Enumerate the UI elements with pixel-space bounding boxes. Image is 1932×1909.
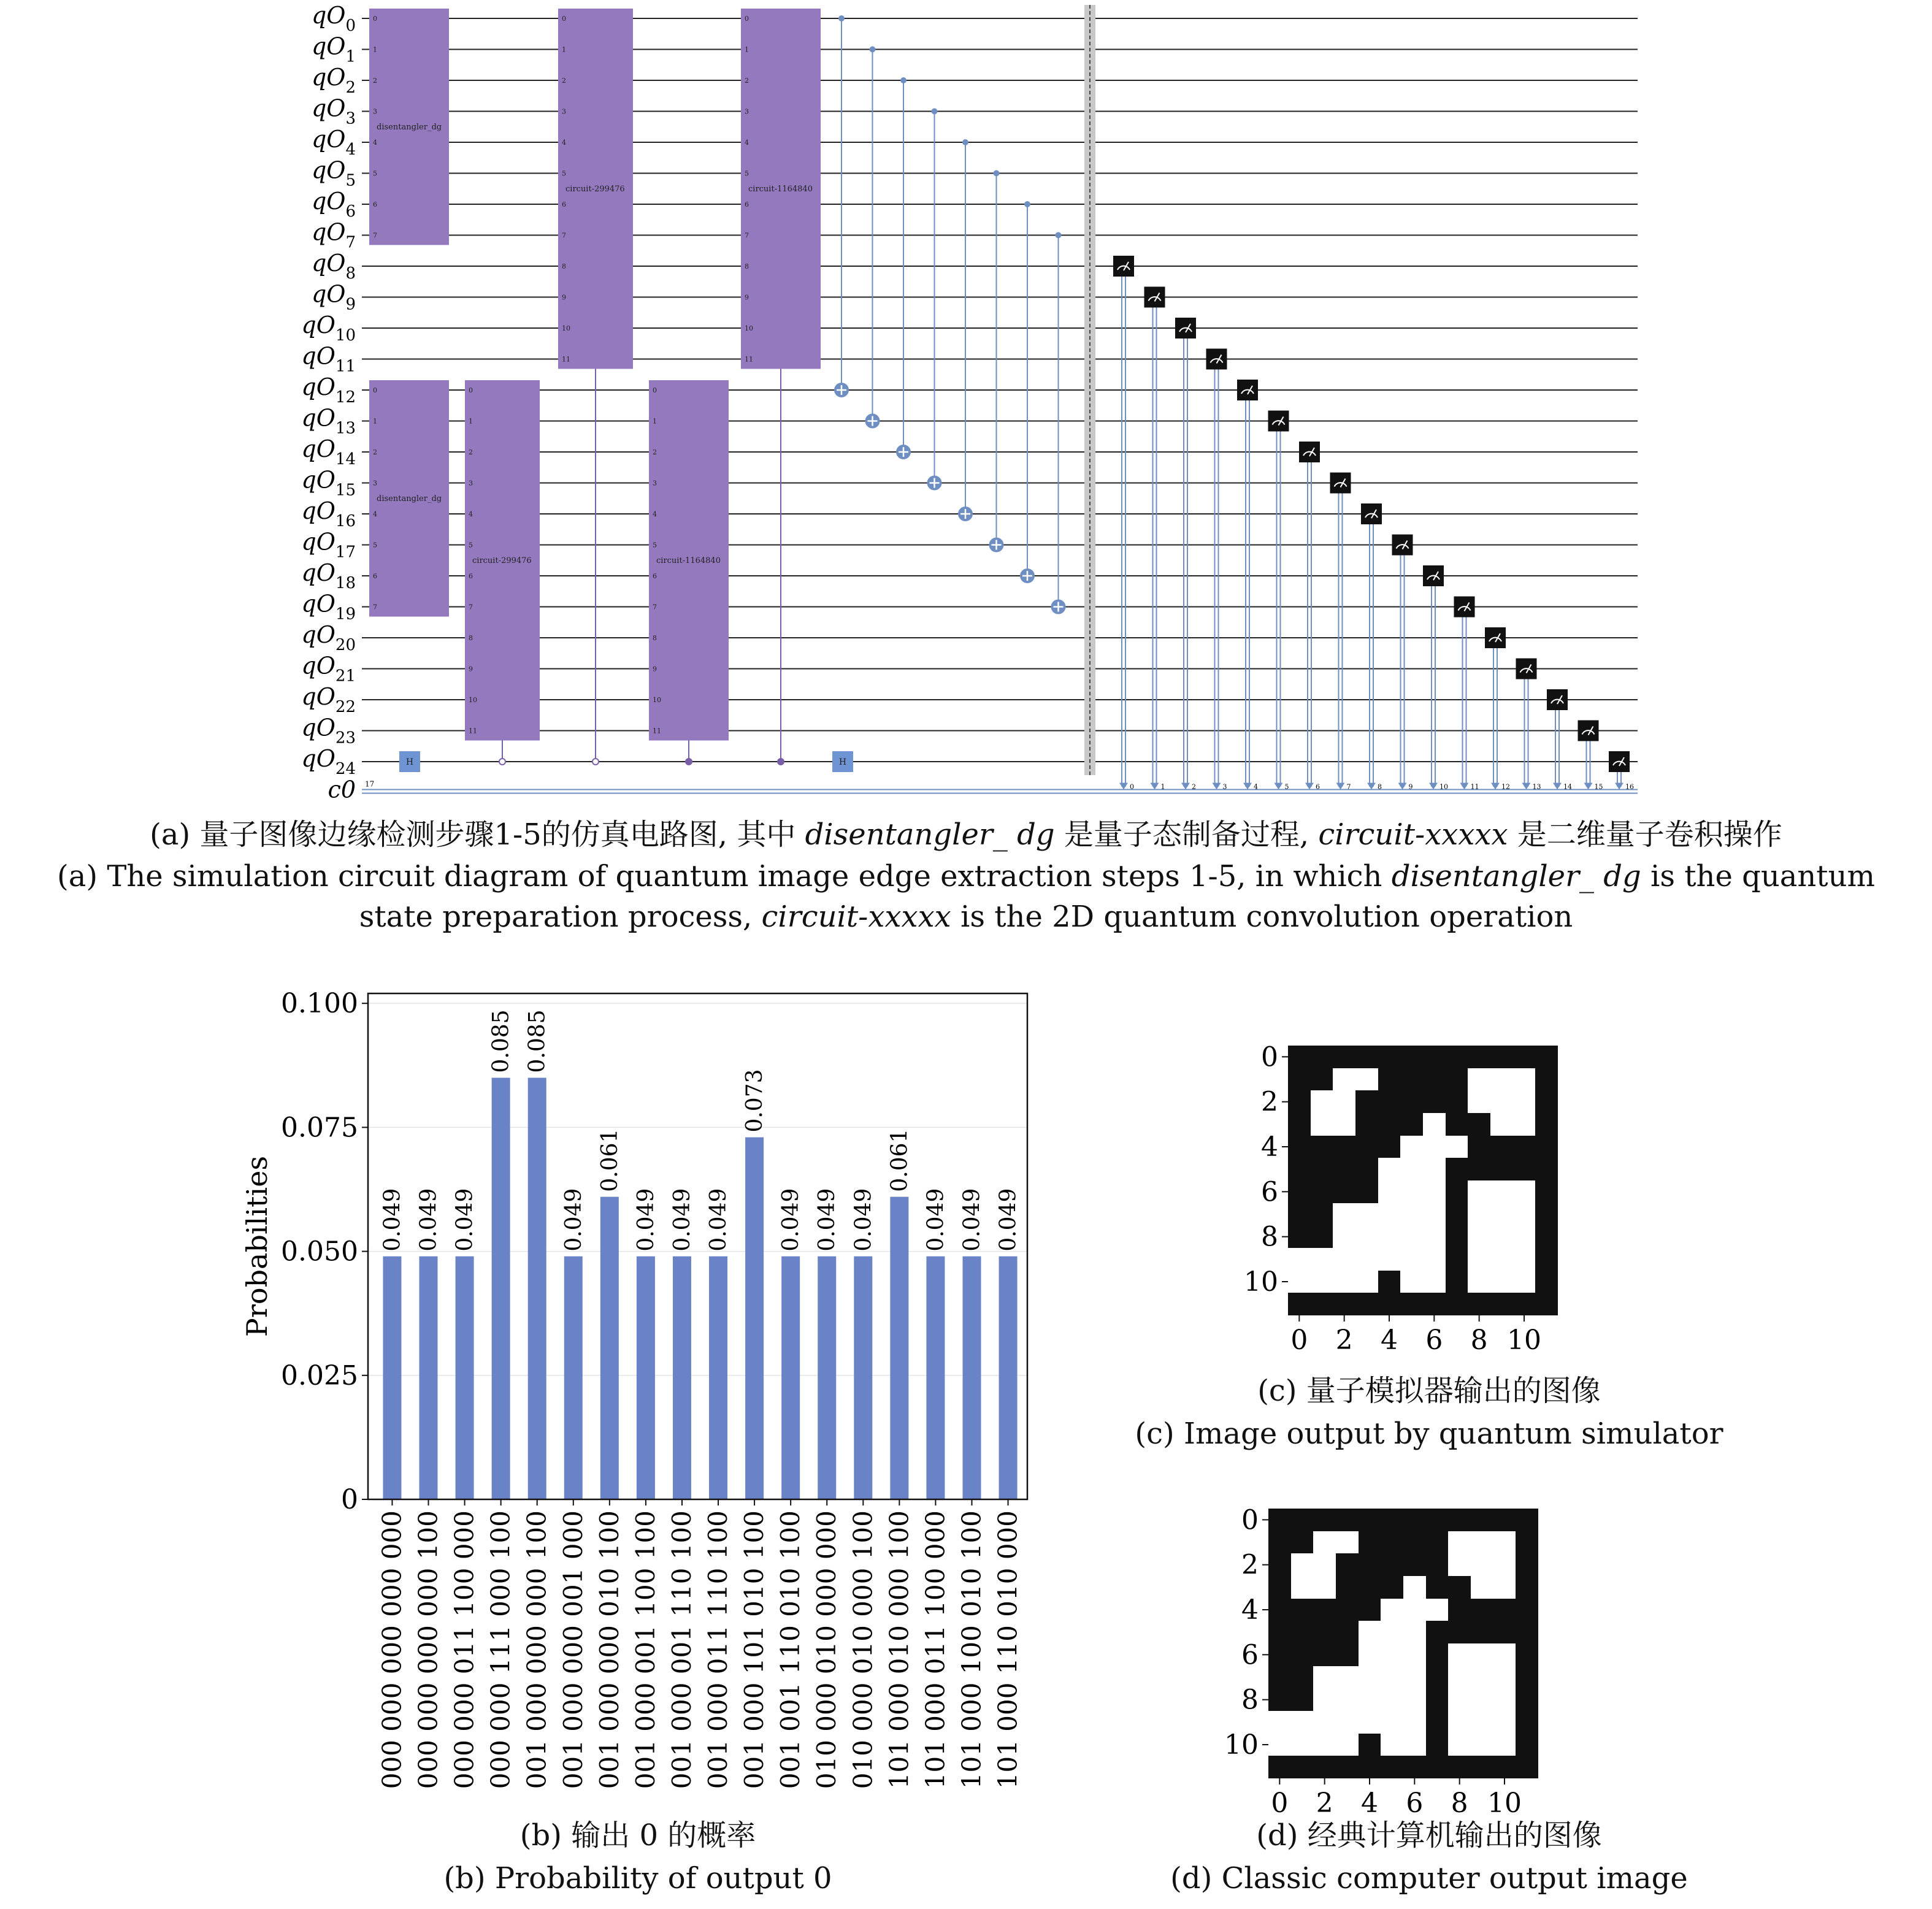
gate-port-index: 4 (469, 510, 473, 518)
caption-a-en: (a) The simulation circuit diagram of quantum image edge extraction steps 1-5, in which disentangler_ dg is the quantum state preparation process, circuit-xxxxx is the 2D quantum convolution operation (57, 859, 1875, 934)
bar (637, 1257, 655, 1499)
qubit-label: $qO_3$ (311, 94, 356, 128)
gate-port-index: 5 (373, 169, 377, 178)
gate-port-index: 9 (653, 665, 657, 673)
caption-c-en: (c) Image output by quantum simulator (1135, 1417, 1723, 1451)
classical-width: 17 (365, 779, 375, 789)
gate-port-index: 0 (653, 386, 657, 394)
gate-port-index: 11 (745, 355, 753, 364)
measure-arrow (1213, 783, 1221, 790)
x-tick-label: 101 000 110 010 000 (992, 1510, 1023, 1789)
gate-port-index: 2 (562, 77, 566, 85)
h-gate-label: H (838, 757, 847, 767)
measure-bit-index: 2 (1192, 782, 1196, 791)
bar (420, 1257, 438, 1499)
measure-bit-index: 9 (1408, 782, 1413, 791)
y-tick-label: 0 (341, 1484, 358, 1515)
gate-port-index: 4 (373, 510, 377, 518)
gate-port-index: 0 (745, 15, 749, 23)
cnot-control-dot (1056, 232, 1062, 239)
x-tick-label: 101 000 010 000 100 (884, 1510, 914, 1789)
gate-port-index: 2 (469, 448, 473, 456)
control-dot (499, 759, 505, 765)
qubit-label: $qO_{16}$ (301, 497, 356, 530)
x-tick-label: 0 (1290, 1325, 1308, 1356)
caption-b-zh: (b) 输出 0 的概率 (519, 1818, 756, 1853)
circuit-diagram (0, 0, 1932, 803)
measure-arrow (1584, 783, 1593, 790)
gate-port-index: 6 (562, 201, 566, 208)
gate-port-index: 3 (562, 107, 566, 116)
qubit-label: $qO_9$ (311, 280, 356, 314)
bar-value-label: 0.049 (923, 1188, 949, 1252)
qubit-label: $qO_{12}$ (301, 373, 356, 407)
measure-arrow (1398, 783, 1407, 790)
bar (456, 1257, 474, 1499)
gate-label: circuit-1164840 (748, 184, 813, 194)
x-tick-label: 001 000 001 110 100 (666, 1510, 697, 1789)
gate-label: disentangler_dg (377, 122, 442, 132)
gate-port-index: 2 (373, 77, 377, 85)
measure-arrow (1275, 783, 1283, 790)
bar-value-label: 0.049 (669, 1188, 695, 1252)
y-tick-label: 0.025 (281, 1360, 358, 1391)
gate-port-index: 8 (469, 634, 473, 642)
bar-value-label: 0.049 (416, 1188, 442, 1252)
caption-c-zh: (c) 量子模拟器输出的图像 (1257, 1374, 1601, 1408)
gate-port-index: 2 (653, 448, 657, 456)
x-tick-label: 001 000 001 100 100 (630, 1510, 661, 1789)
measure-arrow (1460, 783, 1469, 790)
bar-value-label: 0.061 (887, 1128, 913, 1192)
classic-image-axes (1201, 1481, 1581, 1849)
qubit-label: $qO_5$ (311, 156, 356, 190)
qubit-label: $qO_{10}$ (301, 312, 356, 345)
measure-arrow (1243, 783, 1252, 790)
bar (818, 1257, 836, 1499)
gate-port-index: 9 (562, 293, 566, 302)
gate-port-index: 4 (745, 139, 749, 147)
y-tick-label: 6 (1241, 1639, 1259, 1671)
measure-arrow (1336, 783, 1345, 790)
x-tick-label: 6 (1406, 1788, 1424, 1819)
x-tick-label: 2 (1335, 1325, 1353, 1356)
gate-port-index: 11 (653, 727, 661, 735)
x-tick-label: 000 000 000 000 000 (377, 1510, 407, 1789)
gate-port-index: 8 (653, 634, 657, 642)
y-tick-label: 4 (1241, 1594, 1259, 1626)
gate-port-index: 7 (562, 231, 566, 240)
x-tick-label: 0 (1271, 1788, 1289, 1819)
cnot-control-dot (900, 77, 907, 83)
qubit-label: $qO_2$ (311, 64, 356, 97)
bar-value-label: 0.085 (488, 1009, 514, 1073)
y-tick-label: 10 (1224, 1729, 1259, 1761)
gate-port-index: 4 (373, 139, 377, 147)
x-tick-label: 10 (1507, 1325, 1541, 1356)
measure-bit-index: 14 (1563, 782, 1572, 791)
x-tick-label: 000 000 111 000 100 (485, 1510, 516, 1789)
measure-arrow (1491, 783, 1500, 790)
gate-port-index: 9 (469, 665, 473, 673)
gate-port-index: 7 (469, 603, 473, 611)
caption-d-en: (d) Classic computer output image (1170, 1861, 1688, 1896)
y-axis-label: Probabilities (240, 1155, 274, 1337)
bar (492, 1078, 510, 1500)
y-tick-label: 2 (1241, 1549, 1259, 1581)
gate-label: disentangler_dg (377, 494, 442, 503)
bar-value-label: 0.049 (995, 1188, 1021, 1252)
measure-bit-index: 15 (1594, 782, 1603, 791)
x-tick-label: 101 000 100 010 100 (956, 1510, 987, 1789)
measure-arrow (1522, 783, 1531, 790)
x-tick-label: 4 (1381, 1325, 1398, 1356)
x-tick-label: 8 (1451, 1788, 1468, 1819)
y-tick-label: 0.100 (281, 988, 358, 1020)
cnot-control-dot (1024, 201, 1030, 207)
gate-port-index: 8 (562, 262, 566, 270)
gate-port-index: 10 (469, 696, 477, 704)
qubit-label: $qO_{20}$ (301, 621, 356, 654)
bar (745, 1138, 764, 1499)
gate-port-index: 7 (653, 603, 657, 611)
x-tick-label: 010 000 010 000 100 (848, 1510, 878, 1789)
gate-port-index: 10 (562, 324, 570, 332)
x-tick-label: 000 000 011 100 000 (449, 1510, 480, 1789)
gate-port-index: 6 (469, 572, 473, 580)
gate-port-index: 5 (562, 169, 566, 178)
y-tick-label: 0 (1261, 1041, 1278, 1073)
gate-port-index: 1 (653, 417, 657, 426)
classical-label: c0 (328, 776, 356, 803)
x-tick-label: 001 001 110 010 100 (775, 1510, 806, 1789)
cnot-control-dot (932, 109, 938, 115)
qubit-label: $qO_{18}$ (301, 559, 356, 592)
gate-port-index: 0 (562, 15, 566, 23)
bar (781, 1257, 800, 1499)
gate-port-index: 0 (469, 386, 473, 394)
bar-value-label: 0.073 (742, 1069, 768, 1133)
qubit-label: $qO_1$ (311, 33, 356, 66)
x-tick-label: 010 000 010 000 000 (811, 1510, 842, 1789)
bar (383, 1257, 401, 1499)
gate-port-index: 7 (373, 603, 377, 611)
qubit-label: $qO_{22}$ (301, 683, 356, 716)
bar-value-label: 0.049 (959, 1188, 985, 1252)
qubit-label: $qO_4$ (311, 126, 356, 159)
x-tick-label: 000 000 000 000 100 (413, 1510, 443, 1789)
gate-port-index: 5 (373, 541, 377, 549)
bar-value-label: 0.049 (561, 1188, 586, 1252)
qubit-label: $qO_7$ (311, 218, 356, 252)
gate-port-index: 0 (373, 386, 377, 394)
caption-a-zh: (a) 量子图像边缘检测步骤1-5的仿真电路图, 其中 disentangler_ dg 是量子态制备过程, circuit-xxxxx 是二维量子卷积操作 (150, 817, 1782, 852)
gate-port-index: 10 (745, 324, 753, 332)
x-tick-label: 4 (1361, 1788, 1378, 1819)
qubit-label: $qO_{11}$ (301, 342, 356, 376)
gate-port-index: 11 (562, 355, 570, 364)
qubit-label: $qO_{24}$ (301, 745, 356, 778)
measure-bit-index: 7 (1346, 782, 1351, 791)
bar (709, 1257, 727, 1499)
measure-bit-index: 11 (1470, 782, 1479, 791)
qubit-label: $qO_{23}$ (301, 714, 356, 748)
gate-label: circuit-299476 (565, 184, 625, 194)
bar-value-label: 0.049 (633, 1188, 659, 1252)
bar (673, 1257, 691, 1499)
bar (600, 1197, 619, 1499)
x-tick-label: 001 000 000 000 100 (521, 1510, 552, 1789)
bar-value-label: 0.049 (452, 1188, 478, 1252)
x-tick-label: 101 000 011 100 000 (920, 1510, 951, 1789)
measure-arrow (1181, 783, 1190, 790)
x-tick-label: 001 000 011 110 100 (703, 1510, 734, 1789)
gate-port-index: 6 (373, 572, 377, 580)
gate-port-index: 3 (653, 479, 657, 488)
gate-port-index: 7 (373, 231, 377, 240)
y-tick-label: 2 (1261, 1086, 1278, 1118)
x-tick-label: 001 000 000 001 000 (558, 1510, 588, 1789)
gate-port-index: 5 (653, 541, 657, 549)
bar-value-label: 0.049 (778, 1188, 804, 1252)
measure-bit-index: 16 (1625, 782, 1634, 791)
gate-port-index: 1 (373, 417, 377, 426)
y-tick-label: 8 (1241, 1684, 1259, 1716)
bar (962, 1257, 981, 1499)
qubit-label: $qO_8$ (311, 250, 356, 283)
x-tick-label: 10 (1487, 1788, 1522, 1819)
cnot-control-dot (994, 170, 1000, 177)
bar (528, 1078, 546, 1500)
simulator-image-axes (1221, 1018, 1601, 1386)
bar-value-label: 0.049 (815, 1188, 840, 1252)
gate-port-index: 3 (469, 479, 473, 488)
gate-port-index: 6 (653, 572, 657, 580)
measure-bit-index: 6 (1316, 782, 1320, 791)
y-tick-label: 4 (1261, 1131, 1278, 1163)
gate-port-index: 1 (745, 45, 749, 54)
qubit-label: $qO_0$ (311, 2, 356, 35)
barrier (1084, 5, 1095, 775)
bar (854, 1257, 872, 1499)
x-tick-label: 001 000 101 010 100 (739, 1510, 770, 1789)
gate-port-index: 1 (562, 45, 566, 54)
x-tick-label: 2 (1316, 1788, 1333, 1819)
measure-bit-index: 8 (1378, 782, 1382, 791)
measure-arrow (1305, 783, 1314, 790)
bar-value-label: 0.085 (524, 1009, 550, 1073)
y-tick-label: 6 (1261, 1176, 1278, 1208)
gate-port-index: 4 (562, 139, 566, 147)
gate-port-index: 3 (373, 479, 377, 488)
x-tick-label: 8 (1470, 1325, 1488, 1356)
gate-port-index: 9 (745, 293, 749, 302)
measure-bit-index: 5 (1284, 782, 1289, 791)
gate-port-index: 5 (745, 169, 749, 178)
cnot-control-dot (838, 15, 845, 21)
gate-label: circuit-299476 (472, 556, 532, 565)
gate-port-index: 4 (653, 510, 657, 518)
x-tick-label: 6 (1425, 1325, 1443, 1356)
measure-arrow (1151, 783, 1159, 790)
gate-port-index: 6 (373, 201, 377, 208)
qubit-label: $qO_{21}$ (301, 652, 356, 686)
x-tick-label: 001 000 000 010 100 (594, 1510, 624, 1789)
gate-port-index: 11 (469, 727, 477, 735)
gate-port-index: 10 (653, 696, 661, 704)
gate-port-index: 1 (373, 45, 377, 54)
qubit-label: $qO_{13}$ (301, 404, 356, 438)
bar (564, 1257, 583, 1499)
control-dot (778, 759, 784, 765)
measure-bit-index: 13 (1532, 782, 1541, 791)
bar-value-label: 0.061 (597, 1128, 623, 1192)
measure-bit-index: 10 (1439, 782, 1448, 791)
qubit-label: $qO_6$ (311, 188, 356, 221)
gate-port-index: 2 (745, 77, 749, 85)
control-dot (592, 759, 599, 765)
bar-value-label: 0.049 (706, 1188, 732, 1252)
measure-arrow (1119, 783, 1128, 790)
bar (926, 1257, 945, 1499)
cnot-control-dot (962, 139, 968, 145)
gate-port-index: 5 (469, 541, 473, 549)
measure-bit-index: 0 (1130, 782, 1134, 791)
measure-bit-index: 12 (1501, 782, 1510, 791)
qubit-label: $qO_{19}$ (301, 590, 356, 624)
gate-port-index: 2 (373, 448, 377, 456)
caption-b-en: (b) Probability of output 0 (443, 1861, 832, 1896)
gate-port-index: 8 (745, 262, 749, 270)
measure-arrow (1367, 783, 1376, 790)
gate-port-index: 7 (745, 231, 749, 240)
measure-arrow (1553, 783, 1562, 790)
gate-label: circuit-1164840 (656, 556, 721, 565)
measure-bit-index: 4 (1254, 782, 1258, 791)
y-tick-label: 0.050 (281, 1236, 358, 1268)
bar (999, 1257, 1018, 1499)
y-tick-label: 0 (1241, 1504, 1259, 1536)
h-gate-label: H (405, 757, 414, 767)
y-tick-label: 0.075 (281, 1112, 358, 1144)
gate-port-index: 6 (745, 201, 749, 208)
control-dot (686, 759, 692, 765)
y-tick-label: 8 (1261, 1221, 1278, 1253)
measure-bit-index: 3 (1222, 782, 1227, 791)
gate-port-index: 0 (373, 15, 377, 23)
measure-arrow (1615, 783, 1623, 790)
caption-d-zh: (d) 经典计算机输出的图像 (1256, 1818, 1602, 1853)
qubit-label: $qO_{17}$ (301, 528, 356, 562)
bar (890, 1197, 908, 1499)
measure-bit-index: 1 (1160, 782, 1165, 791)
qubit-label: $qO_{15}$ (301, 466, 356, 500)
gate-port-index: 3 (373, 107, 377, 116)
gate-port-index: 1 (469, 417, 473, 426)
bar-value-label: 0.049 (380, 1188, 405, 1252)
y-tick-label: 10 (1244, 1266, 1278, 1298)
qubit-label: $qO_{14}$ (301, 435, 356, 469)
cnot-control-dot (870, 47, 876, 53)
measure-arrow (1429, 783, 1438, 790)
gate-port-index: 3 (745, 107, 749, 116)
bar-value-label: 0.049 (851, 1188, 876, 1252)
probability-bar-chart (233, 975, 1055, 1846)
